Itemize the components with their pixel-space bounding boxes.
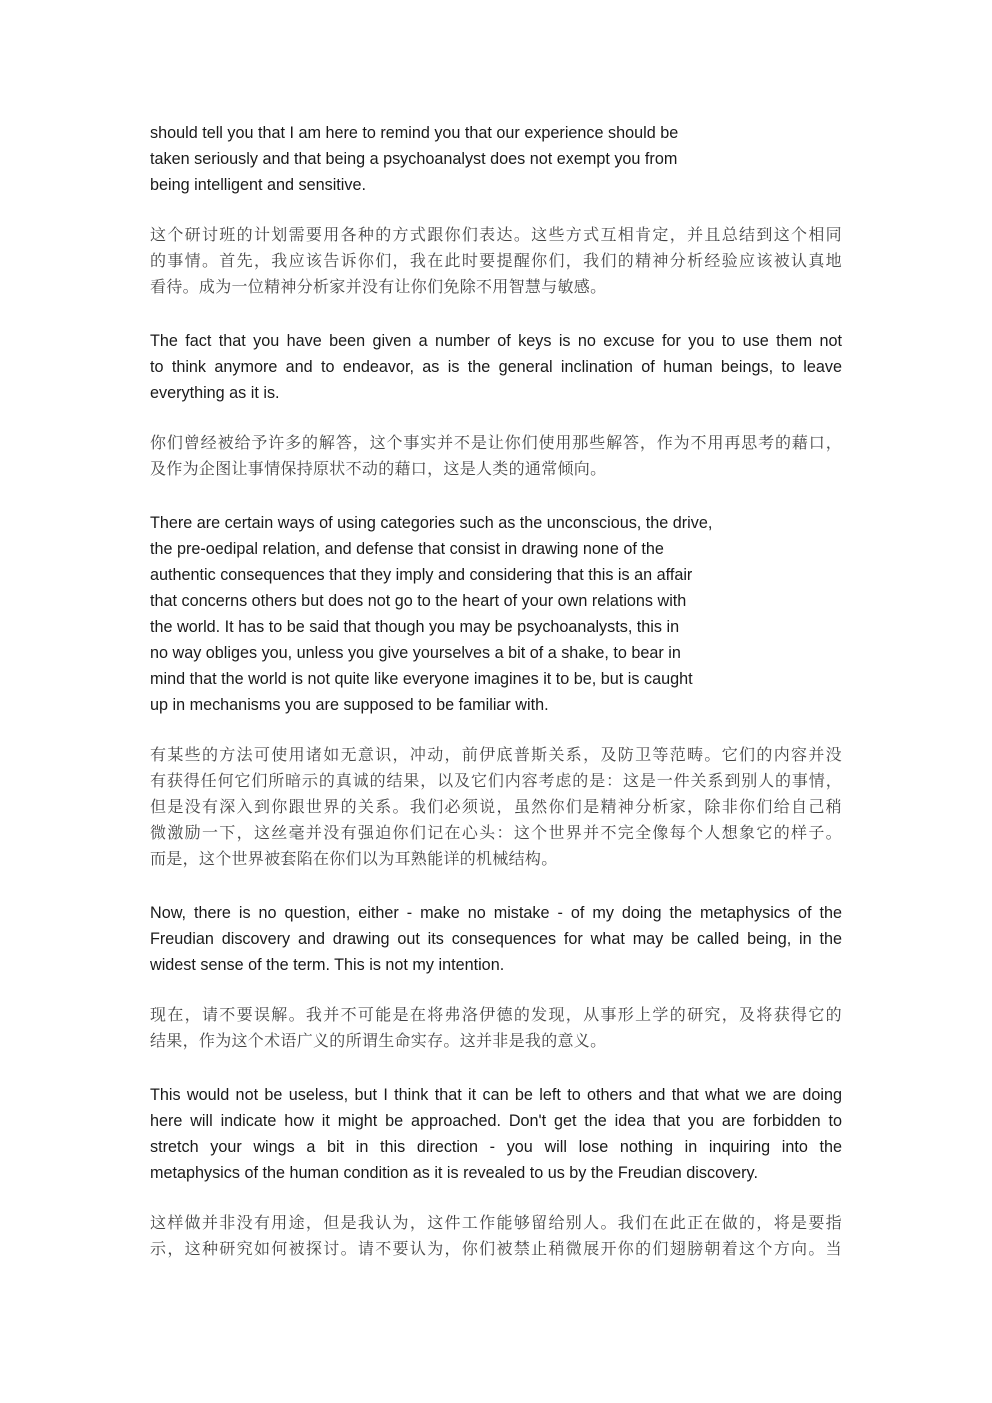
text-line: 现在，请不要误解。我并不可能是在将弗洛伊德的发现，从事形上学的研究，及将获得它的 bbox=[150, 1005, 842, 1024]
text-line: to think anymore and to endeavor, as is the general inclination of human beings, to leave bbox=[150, 358, 842, 376]
text-line: Freudian discovery and drawing out its consequences for what may be called being, in the bbox=[150, 930, 842, 948]
text-line: here will indicate how it might be approached. Don't get the idea that you are forbidden to bbox=[150, 1112, 842, 1130]
paragraph-zh-3 bbox=[150, 742, 842, 872]
text-line: up in mechanisms you are supposed to be familiar with. bbox=[150, 696, 549, 714]
text-line: There are certain ways of using categories such as the unconscious, the drive, bbox=[150, 514, 713, 532]
text-line: 而是，这个世界被套陷在你们以为耳熟能详的机械结构。 bbox=[150, 849, 558, 868]
text-line: should tell you that I am here to remind you that our experience should be bbox=[150, 124, 679, 142]
text-line: no way obliges you, unless you give yourselves a bit of a shake, to bear in bbox=[150, 644, 681, 662]
paragraph-zh-2 bbox=[150, 430, 842, 482]
paragraph-zh-1 bbox=[150, 222, 842, 300]
text-line: 的事情。首先，我应该告诉你们，我在此时要提醒你们，我们的精神分析经验应该被认真地 bbox=[150, 251, 842, 270]
paragraph-en-3 bbox=[150, 510, 850, 718]
text-line: being intelligent and sensitive. bbox=[150, 176, 366, 194]
paragraph-en-4 bbox=[150, 900, 842, 978]
text-line: widest sense of the term. This is not my intention. bbox=[150, 956, 505, 974]
text-line: that concerns others but does not go to the heart of your own relations with bbox=[150, 592, 687, 610]
text-line: This would not be useless, but I think that it can be left to others and that what we are doing bbox=[150, 1086, 842, 1104]
text-line: 但是没有深入到你跟世界的关系。我们必须说，虽然你们是精神分析家，除非你们给自己稍 bbox=[150, 797, 842, 816]
paragraph-en-1 bbox=[150, 120, 850, 198]
text-line: the world. It has to be said that though you may be psychoanalysts, this in bbox=[150, 618, 680, 636]
text-line: the pre-oedipal relation, and defense that consist in drawing none of the bbox=[150, 540, 664, 558]
text-line: stretch your wings a bit in this direction - you will lose nothing in inquiring into the bbox=[150, 1138, 842, 1156]
text-line: 示，这种研究如何被探讨。请不要认为，你们被禁止稍微展开你的们翅膀朝着这个方向。当 bbox=[150, 1239, 842, 1258]
paragraph-en-5 bbox=[150, 1082, 842, 1186]
text-line: 有某些的方法可使用诸如无意识，冲动，前伊底普斯关系，及防卫等范畴。它们的内容并没 bbox=[150, 745, 842, 764]
paragraph-en-2 bbox=[150, 328, 842, 406]
paragraph-zh-5 bbox=[150, 1210, 842, 1262]
text-line: authentic consequences that they imply and considering that this is an affair bbox=[150, 566, 693, 584]
text-line: 你们曾经被给予许多的解答，这个事实并不是让你们使用那些解答，作为不用再思考的藉口， bbox=[150, 433, 842, 452]
text-line: 结果，作为这个术语广义的所谓生命实存。这并非是我的意义。 bbox=[150, 1031, 607, 1050]
text-line: metaphysics of the human condition as it is revealed to us by the Freudian discovery. bbox=[150, 1164, 758, 1182]
text-line: The fact that you have been given a number of keys is no excuse for you to use them not bbox=[150, 332, 842, 350]
text-line: 看待。成为一位精神分析家并没有让你们免除不用智慧与敏感。 bbox=[150, 277, 607, 296]
text-line: 这样做并非没有用途，但是我认为，这件工作能够留给别人。我们在此正在做的，将是要指 bbox=[150, 1213, 842, 1232]
text-line: taken seriously and that being a psychoanalyst does not exempt you from bbox=[150, 150, 678, 168]
text-line: 这个研讨班的计划需要用各种的方式跟你们表达。这些方式互相肯定，并且总结到这个相同 bbox=[150, 225, 842, 244]
text-line: 及作为企图让事情保持原状不动的藉口，这是人类的通常倾向。 bbox=[150, 459, 607, 478]
paragraph-zh-4 bbox=[150, 1002, 842, 1054]
text-line: Now, there is no question, either - make no mistake - of my doing the metaphysics of the bbox=[150, 904, 842, 922]
text-line: 微激励一下，这丝毫并没有强迫你们记在心头：这个世界并不完全像每个人想象它的样子。 bbox=[150, 823, 842, 842]
text-line: mind that the world is not quite like everyone imagines it to be, but is caught bbox=[150, 670, 693, 688]
text-line: 有获得任何它们所暗示的真诚的结果，以及它们内容考虑的是：这是一件关系到别人的事情， bbox=[150, 771, 842, 790]
text-line: everything as it is. bbox=[150, 384, 280, 402]
